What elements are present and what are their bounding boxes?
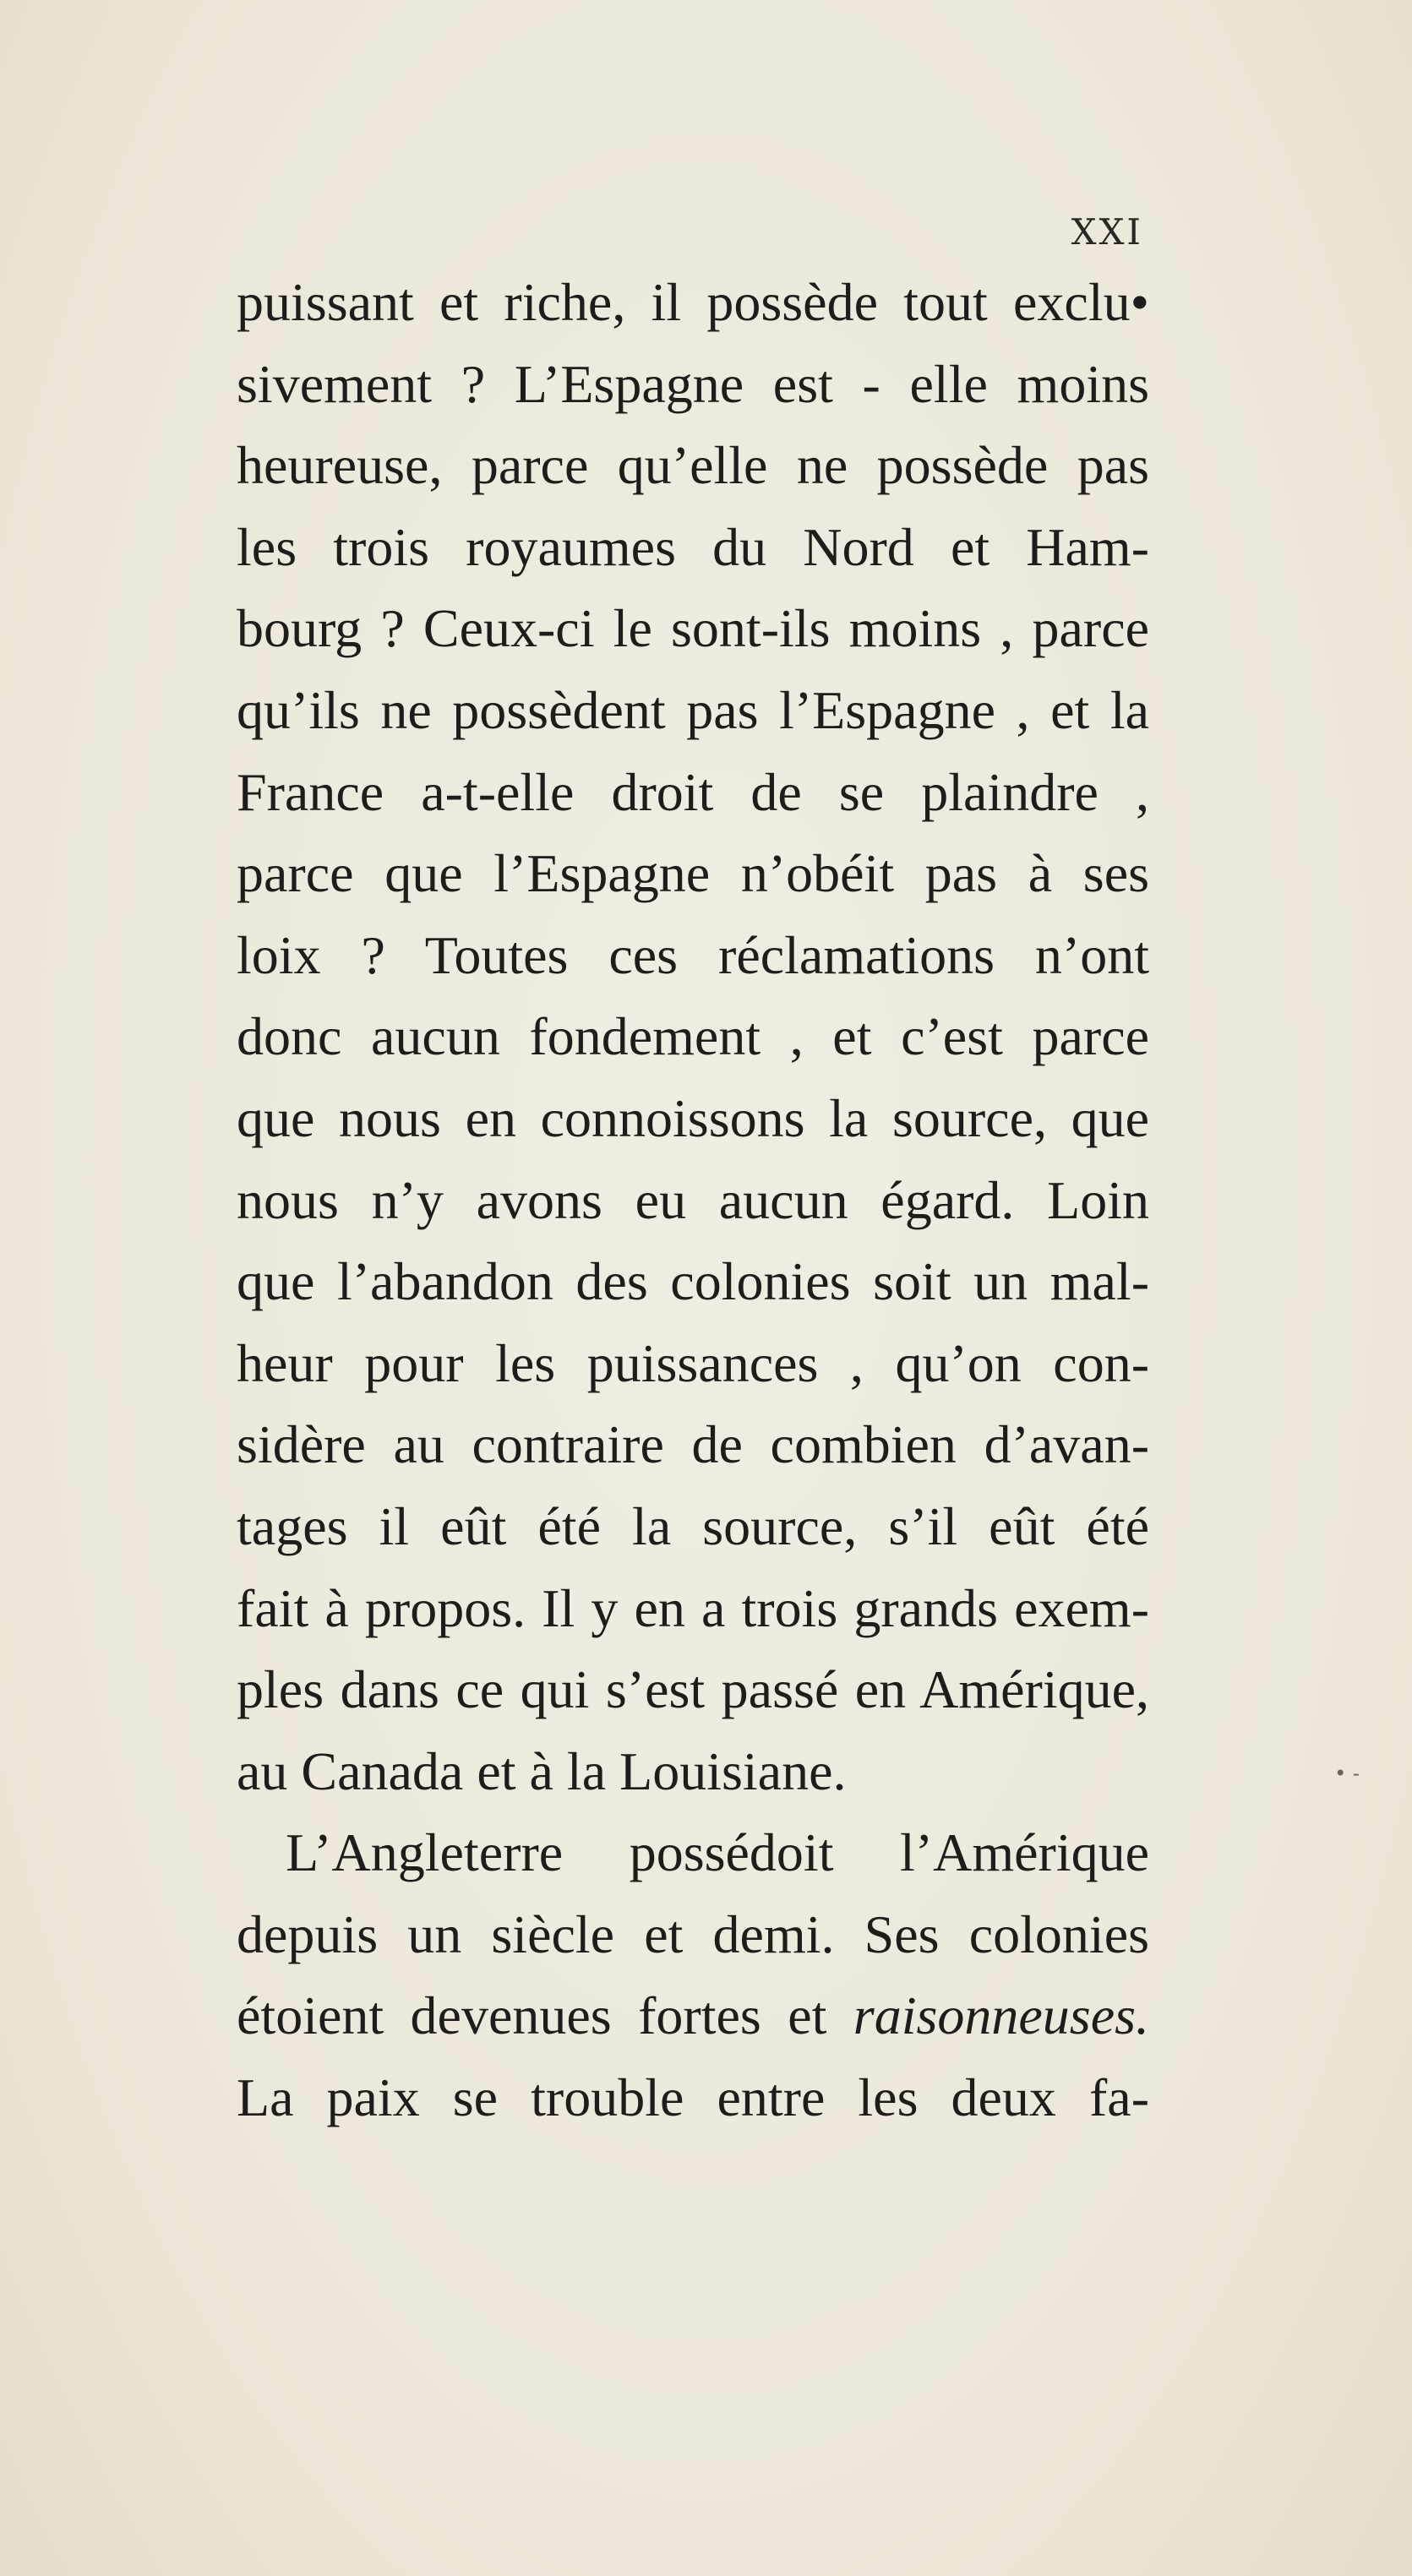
text-line-10: donc aucun fondement , et c’est parce [237, 1006, 1149, 1067]
page-number: XXI [1071, 211, 1143, 253]
text-line-14: heur pour les puissances , qu’on con- [237, 1332, 1149, 1393]
text-line-9: loix ? Toutes ces réclamations n’ont [237, 924, 1149, 985]
text-line-15: sidère au contraire de combien d’avan- [237, 1414, 1149, 1475]
italic-word: raisonneuses. [853, 1985, 1150, 2046]
text-line-11: que nous en connoissons la source, que [237, 1087, 1149, 1148]
text-line-19: au Canada et à la Louisiane. [237, 1740, 847, 1801]
text-line-17: fait à propos. Il y en a trois grands exem- [237, 1577, 1149, 1638]
text-line-22 [237, 1975, 1149, 2057]
text-line-4: les trois royaumes du Nord et Ham- [237, 516, 1149, 577]
text-line-23: La paix se trouble entre les deux fa- [237, 2067, 1149, 2128]
text-line-13: que l’abandon des colonies soit un mal- [237, 1251, 1149, 1312]
text-line-3: heureuse, parce qu’elle ne possède pas [237, 435, 1149, 496]
text-line-18: ples dans ce qui s’est passé en Amérique, [237, 1659, 1149, 1720]
body-text [237, 262, 1149, 2139]
text-line-7: France a-t-elle droit de se plaindre , [237, 761, 1149, 822]
text-line-20: L’Angleterre possédoit l’Amérique [286, 1822, 1149, 1883]
text-line-22-roman: étoient devenues fortes et [237, 1985, 827, 2046]
text-line-8: parce que l’Espagne n’obéit pas à ses [237, 843, 1149, 904]
text-line-21: depuis un siècle et demi. Ses colonies [237, 1903, 1149, 1964]
text-line-6: qu’ils ne possèdent pas l’Espagne , et la [237, 679, 1149, 740]
text-line-12: nous n’y avons eu aucun égard. Loin [237, 1169, 1149, 1230]
text-line-2: sivement ? L’Espagne est - elle moins [237, 353, 1149, 414]
text-line-1: puissant et riche, il possède tout exclu• [237, 272, 1149, 332]
margin-mark: • - [1334, 1762, 1360, 1785]
text-line-16: tages il eût été la source, s’il eût été [237, 1495, 1149, 1556]
text-line-5: bourg ? Ceux-ci le sont-ils moins , parce [237, 598, 1149, 659]
